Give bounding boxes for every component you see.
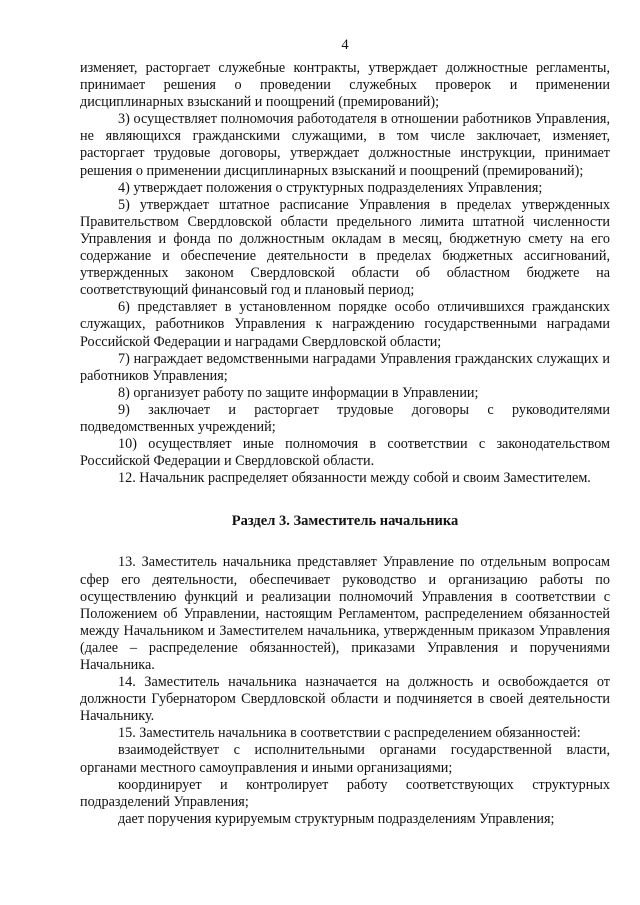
- paragraph-item-7: 7) награждает ведомственными наградами Управления гражданских служащих и работников Управления;: [80, 350, 610, 384]
- paragraph-duty-coordinates: координирует и контролирует работу соответствующих структурных подразделений Управления;: [80, 776, 610, 810]
- section-title: Раздел 3. Заместитель начальника: [231, 513, 459, 530]
- paragraphs-before-section: [80, 60, 610, 487]
- paragraph-item-8: 8) организует работу по защите информации в Управлении;: [118, 384, 479, 401]
- paragraph-item-5: 5) утверждает штатное расписание Управления в пределах утвержденных Правительством Свердловской области предельного лимита штатной численности Управления и фонда по должностным окладам в месяц, бюджетную смету на его содержание и обеспечение деятельности в пределах бюджетных ассигнований, утвержденных законом Свердловской области об областном бюджете на соответствующий финансовый год и плановый период;: [80, 196, 610, 299]
- paragraph-clause-12: 12. Начальник распределяет обязанности между собой и своим Заместителем.: [118, 470, 591, 487]
- paragraph-continuation: изменяет, расторгает служебные контракты, утверждает должностные регламенты, принимает решения о проведении служебных проверок и применении дисциплинарных взысканий и поощрений (премирований);: [80, 60, 610, 111]
- paragraph-clause-13: 13. Заместитель начальника представляет Управление по отдельным вопросам сфер его деятельности, обеспечивает руководство и организацию работы по осуществлению функций и реализации полномочий Управления в соответствии с Положением об Управлении, настоящим Регламентом, распределением обязанностей между Начальником и Заместителем начальника, утвержденным приказом Управления (далее – распределение обязанностей), приказами Управления и поручениями Начальника.: [80, 554, 610, 673]
- paragraph-clause-15: 15. Заместитель начальника в соответствии с распределением обязанностей:: [118, 725, 581, 742]
- paragraphs-after-section: [80, 554, 610, 828]
- paragraph-item-9: 9) заключает и расторгает трудовые договоры с руководителями подведомственных учреждений;: [80, 401, 610, 435]
- paragraph-duty-interacts: взаимодействует с исполнительными органами государственной власти, органами местного самоуправления и иными организациями;: [80, 742, 610, 776]
- page-number: 4: [341, 37, 349, 53]
- paragraph-item-10: 10) осуществляет иные полномочия в соответствии с законодательством Российской Федерации и Свердловской области.: [80, 436, 610, 470]
- paragraph-item-6: 6) представляет в установленном порядке особо отличившихся гражданских служащих, работников Управления к награждению государственными наградами Российской Федерации и наградами Свердловской области;: [80, 299, 610, 350]
- document-page: [80, 36, 610, 828]
- paragraph-clause-14: 14. Заместитель начальника назначается на должность и освобождается от должности Губернатором Свердловской области и подчиняется в своей деятельности Начальнику.: [80, 674, 610, 725]
- paragraph-duty-instructs: дает поручения курируемым структурным подразделениям Управления;: [118, 810, 555, 827]
- paragraph-item-4: 4) утверждает положения о структурных подразделениях Управления;: [118, 179, 543, 196]
- paragraph-item-3: 3) осуществляет полномочия работодателя в отношении работников Управления, не являющихся гражданскими служащими, в том числе заключает, изменяет, расторгает трудовые договоры, утверждает должностные инструкции, принимает решения о применении дисциплинарных взысканий и поощрений (премирований);: [80, 111, 610, 179]
